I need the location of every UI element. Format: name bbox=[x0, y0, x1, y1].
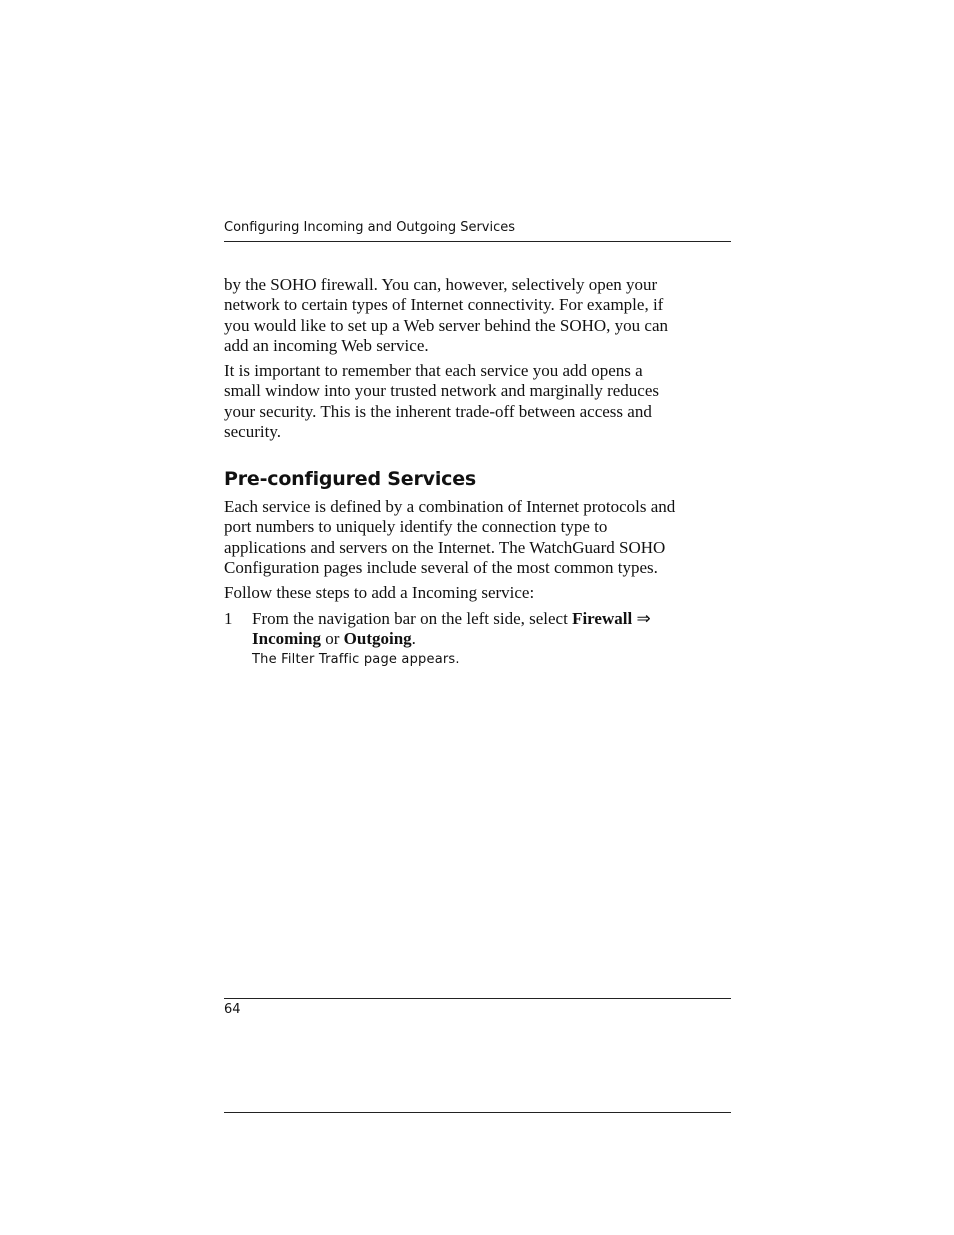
text-line: your security. This is the inherent trade-off between access and bbox=[224, 401, 652, 421]
step-text: or bbox=[320, 629, 344, 649]
menu-path-outgoing: Outgoing bbox=[343, 629, 412, 649]
bottom-rule bbox=[224, 1112, 731, 1113]
text-line: It is important to remember that each service you add opens a bbox=[224, 361, 643, 380]
text-line: port numbers to uniquely identify the connection type to bbox=[224, 517, 608, 537]
text-line: Each service is defined by a combination of Internet protocols and bbox=[224, 497, 676, 516]
page-number: 64 bbox=[224, 1002, 241, 1017]
header-rule bbox=[224, 241, 731, 242]
text-line: Configuration pages include several of the most common types. bbox=[224, 558, 658, 578]
text-line: you would like to set up a Web server behind the SOHO, you can bbox=[224, 315, 669, 335]
step-result-note: The Filter Traffic page appears. bbox=[252, 652, 460, 667]
arrow-icon: ⇒ bbox=[632, 609, 651, 628]
menu-path-incoming: Incoming bbox=[252, 629, 321, 649]
step-text: From the navigation bar on the left side, select bbox=[252, 609, 573, 628]
paragraph-intro bbox=[224, 275, 744, 357]
text-line: security. bbox=[224, 422, 281, 442]
step-text: . bbox=[411, 629, 416, 649]
footer-rule bbox=[224, 998, 731, 999]
text-line: add an incoming Web service. bbox=[224, 336, 429, 356]
paragraph-security bbox=[224, 361, 744, 443]
section-heading: Pre-configured Services bbox=[224, 468, 476, 490]
step-instruction bbox=[252, 609, 732, 650]
text-line: by the SOHO firewall. You can, however, selectively open your bbox=[224, 275, 658, 294]
paragraph-follow-steps: Follow these steps to add a Incoming service: bbox=[224, 583, 535, 602]
paragraph-services bbox=[224, 497, 744, 579]
running-header: Configuring Incoming and Outgoing Services bbox=[224, 220, 516, 235]
menu-path-firewall: Firewall bbox=[572, 609, 633, 628]
text-line: network to certain types of Internet connectivity. For example, if bbox=[224, 295, 664, 315]
text-line: applications and servers on the Internet. The WatchGuard SOHO bbox=[224, 537, 666, 557]
step-number: 1 bbox=[224, 609, 233, 628]
text-line: small window into your trusted network and marginally reduces bbox=[224, 381, 659, 401]
